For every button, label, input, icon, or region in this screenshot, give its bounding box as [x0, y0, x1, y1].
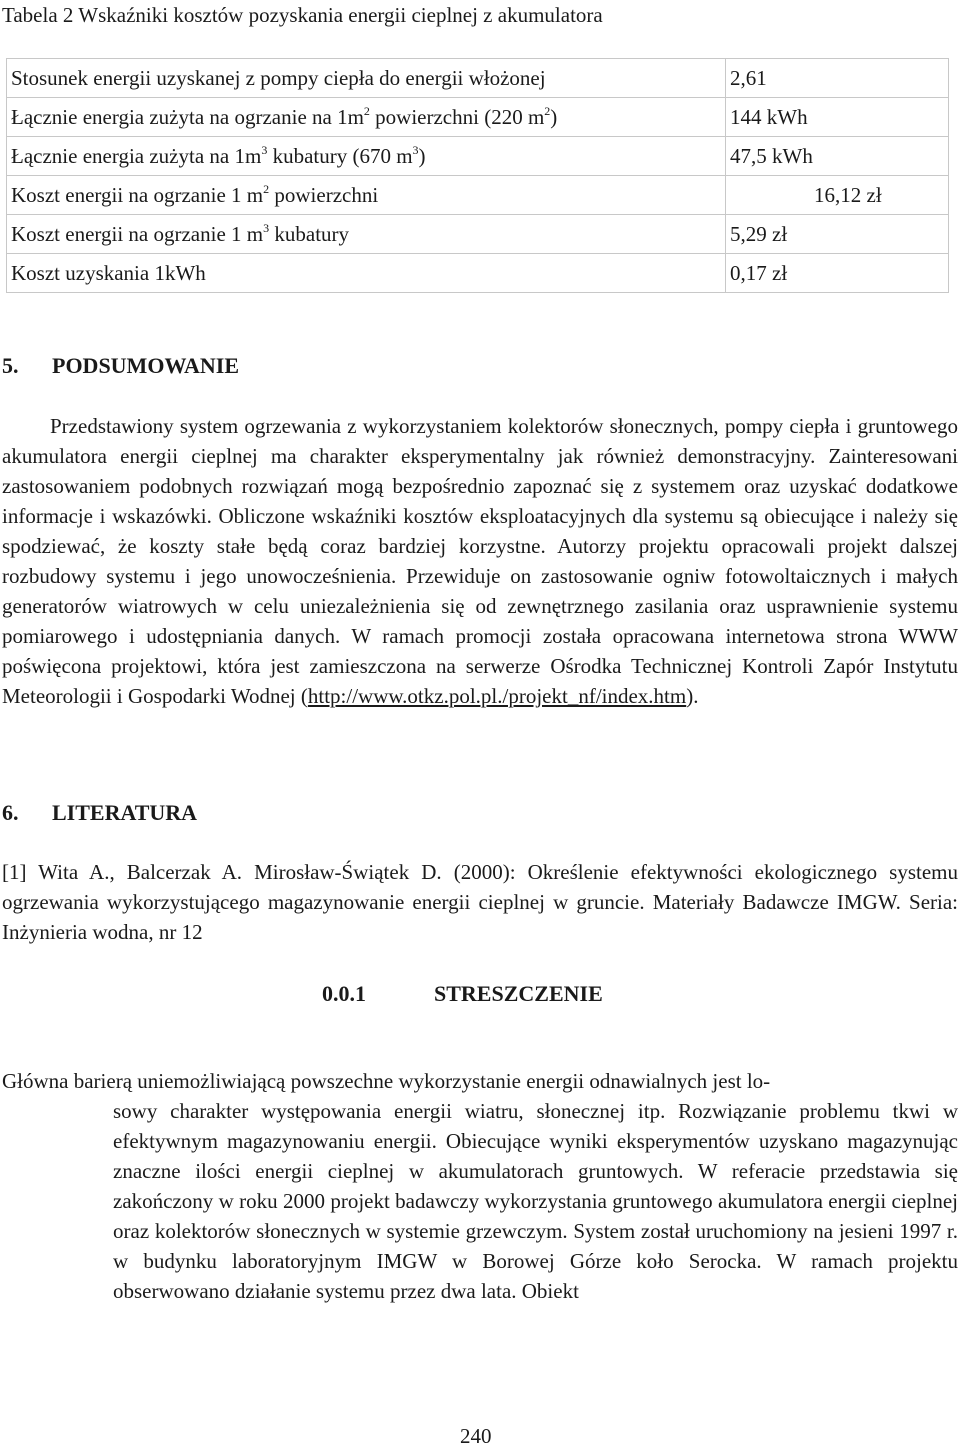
page-number: 240 [460, 1424, 492, 1448]
cost-indicators-table [6, 58, 949, 293]
row-label: Stosunek energii uzyskanej z pompy ciepła do energii włożonej [7, 59, 726, 98]
table-row [7, 215, 949, 254]
reference-text: [1] Wita A., Balcerzak A. Mirosław-Świątek D. (2000): Określenie efektywności ekologicznego systemu ogrzewania wykorzystującego magazynowanie energii cieplnej w gruncie. Materiały Badawcze IMGW. Seria: Inżynieria wodna, nr 12 [2, 860, 958, 944]
row-value: 16,12 zł [726, 176, 949, 215]
abstract-title: STRESZCZENIE [434, 981, 603, 1006]
row-value: 2,61 [726, 59, 949, 98]
reference-entry [2, 857, 958, 947]
abstract-heading [322, 981, 603, 1007]
section-6-number: 6. [2, 800, 19, 825]
row-label: Koszt energii na ogrzanie 1 $m^2$ powierzchni [7, 176, 726, 215]
abstract-paragraph [113, 1096, 958, 1306]
table-row [7, 254, 949, 293]
row-label: Łącznie energia zużyta na $1m^3$ kubatury (670 $m^3$) [7, 137, 726, 176]
table-row [7, 59, 949, 98]
abstract-first-line [2, 1066, 958, 1096]
row-value: 5,29 zł [726, 215, 949, 254]
project-website-link[interactable]: http://www.otkz.pol.pl./projekt_nf/index.htm [307, 684, 687, 708]
summary-paragraph [2, 411, 958, 711]
row-value: 144 kWh [726, 98, 949, 137]
section-5-title: PODSUMOWANIE [52, 353, 240, 378]
table-caption: Tabela 2 Wskaźniki kosztów pozyskania energii cieplnej z akumulatora [2, 3, 603, 27]
row-label: Łącznie energia zużyta na ogrzanie na $1m^2$ powierzchni (220 $m^2$) [7, 98, 726, 137]
summary-text-end: ). [686, 684, 699, 708]
section-5-number: 5. [2, 353, 19, 378]
abstract-body: sowy charakter występowania energii wiatru, słonecznej itp. Rozwiązanie problemu tkwi w efektywnym magazynowaniu energii. Obiecujące wyniki eksperymentów uzyskano magazynując znaczne ilości energii cieplnej w akumulatorach gruntowych. W referacie przedstawia się zakończony w roku 2000 projekt badawczy wykorzystania gruntowego akumulatora energii cieplnej oraz kolektorów słonecznych w systemie grzewczym. System został uruchomiony na jesieni 1997 r. w budynku laboratoryjnym IMGW w Borowej Górze koło Serocka. W ramach projektu obserwowano działanie systemu przez dwa lata. Obiekt [113, 1099, 958, 1303]
table-row [7, 98, 949, 137]
summary-text: Przedstawiony system ogrzewania z wykorzystaniem kolektorów słonecznych, pompy ciepła i gruntowego akumulatora energii cieplnej ma charakter eksperymentalny jak również demonstracyjny. Zainteresowani zastosowaniem podobnych rozwiązań mogą bezpośrednio zapoznać się z systemem oraz uzyskać dodatkowe informacje i wskazówki. Obliczone wskaźniki kosztów eksploatacyjnych dla systemu są obiecujące i należy się spodziewać, że koszty stałe będą coraz bardziej korzystne. Autorzy projektu opracowali projekt dalszej rozbudowy systemu i jego unowocześnienia. Przewiduje on zastosowanie ogniw fotowoltaicznych i małych generatorów wiatrowych w celu uniezależnienia się od zewnętrznego zasilania oraz usprawnienie systemu pomiarowego i udostępniania danych. W ramach promocji została opracowana internetowa strona WWW poświęcona projektowi, która jest zamieszczona na serwerze Ośrodka Technicznej Kontroli Zapór Instytutu Meteorologii i Gospodarki Wodnej ( [2, 414, 958, 708]
row-label: Koszt energii na ogrzanie 1 $m^3$ kubatury [7, 215, 726, 254]
row-label: Koszt uzyskania 1kWh [7, 254, 726, 293]
table-row [7, 176, 949, 215]
table-row [7, 137, 949, 176]
section-6-title: LITERATURA [52, 800, 198, 825]
row-value: 0,17 zł [726, 254, 949, 293]
abstract-number: 0.0.1 [322, 981, 366, 1006]
section-5-heading [2, 353, 239, 379]
row-value: 47,5 kWh [726, 137, 949, 176]
section-6-heading [2, 800, 197, 826]
abstract-lead: Główna barierą uniemożliwiającą powszechne wykorzystanie energii odnawialnych jest lo- [2, 1069, 771, 1093]
